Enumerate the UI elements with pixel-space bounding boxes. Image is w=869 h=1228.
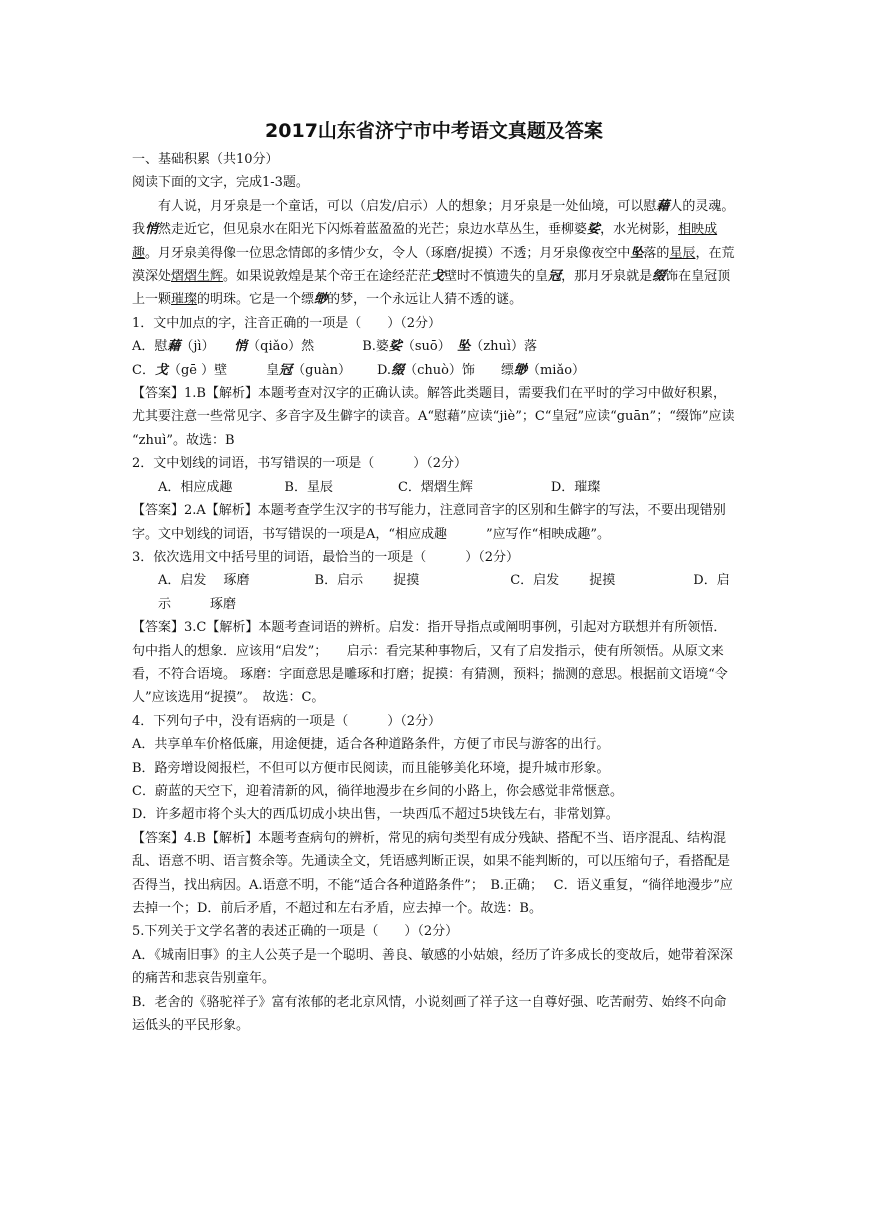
dotted-char: 缀: [391, 362, 405, 378]
question-4-option-b: B．路旁增设阅报栏，不但可以方便市民阅读，而且能够美化环境，提升城市形象。: [132, 760, 610, 776]
option-text: D.: [376, 362, 392, 378]
dotted-char: 冠: [548, 269, 562, 285]
dotted-char: 坠: [457, 339, 471, 355]
underlined-word: 星辰: [669, 245, 696, 261]
reading-instruction: 阅读下面的文字，完成1-3题。: [132, 175, 309, 191]
dotted-char: 藉: [167, 339, 181, 355]
question-4-answer: 【答案】4.B【解析】本题考查病句的辨析，常见的病句类型有成分残缺、搭配不当、语序混乱、结构混乱、语意不明、语言赘余等。先通读全文，凭语感判断正误，如果不能判断的，可以压缩句子，看搭配是否得当，找出病因。A.语意不明，不能“适合各种道路条件”； B.正确； C．语义重复，“徜徉地漫步”应去掉一个；D．前后矛盾，不超过和左右矛盾，应去掉一个。故选：B。: [132, 830, 733, 916]
option-text: B.婆: [362, 339, 389, 355]
option-text: （chuò）饰 缥: [404, 362, 514, 378]
option-text: （zhuì）落: [470, 339, 538, 355]
option-text: （jì）: [180, 339, 235, 355]
dotted-char: 娑: [587, 222, 601, 238]
passage-text: 然走近它，但见泉水在阳光下闪烁着蓝盈盈的光芒；泉边水草丛生，垂柳婆: [158, 222, 588, 238]
passage-text: ，水光树影，: [600, 222, 679, 238]
question-4-option-d: D．许多超市将个头大的西瓜切成小块出售，一块西瓜不超过5块钱左右，非常划算。: [132, 807, 619, 823]
dotted-char: 藉: [656, 198, 670, 214]
passage-text: 壁时不慎遗失的皇: [444, 269, 549, 285]
underlined-word: 熠熠生辉: [171, 269, 224, 285]
dotted-char: 悄: [145, 222, 159, 238]
dotted-char: 缈: [314, 292, 328, 308]
underlined-word: 璀璨: [171, 292, 198, 308]
underlined-word: 相映成趣: [132, 222, 718, 261]
option-text: C．: [132, 362, 155, 378]
option-text: （guàn）: [292, 362, 351, 378]
question-2-stem: 2．文中划线的词语，书写错误的一项是（ ）（2分）: [132, 456, 468, 472]
passage-text: 。月牙泉美得像一位思念情郎的多情少女，令人（琢磨/捉摸）不透；月牙泉像夜空中: [145, 245, 631, 261]
dotted-char: 戈: [154, 362, 168, 378]
option-text: （qiǎo）然: [247, 339, 315, 355]
option-text: （suō）: [401, 339, 458, 355]
passage-text: 人的灵魂。我: [132, 198, 735, 238]
question-4-stem: 4．下列句子中，没有语病的一项是（ ）（2分）: [132, 713, 442, 729]
question-3-answer: 【答案】3.C【解析】本题考查词语的辨析。启发：指开导指点或阐明事例，引起对方联想并有所领悟．句中指人的想象．应该用“启发”； 启示：看完某种事物后，又有了启发指示，使有所领悟。从原文来看，不符合语境。 琢磨：字面意思是雕琢和打磨；捉摸：有猜测，预料；揣测的意思。根据前文语境“令人”应该选用“捉摸”。 故选：C。: [132, 620, 728, 706]
reading-passage: [132, 195, 736, 312]
passage-text: 有人说，月牙泉是一个童话，可以（启发/启示）人的想象；月牙泉是一处仙境，可以慰: [158, 198, 657, 214]
dotted-char: 缈: [513, 362, 527, 378]
passage-text: 的梦，一个永远让人猜不透的谜。: [327, 292, 523, 308]
question-1-options-cd: [132, 359, 736, 382]
section-heading: 一、基础积累（共10分）: [132, 152, 279, 167]
question-5-stem: 5.下列关于文学名著的表述正确的一项是（ ）（2分）: [132, 924, 459, 940]
question-3-stem: 3．依次选用文中括号里的词语，最恰当的一项是（ ）（2分）: [132, 549, 520, 565]
question-1-stem: 1．文中加点的字，注音正确的一项是（ ）（2分）: [132, 315, 442, 331]
dotted-char: 坠: [630, 245, 644, 261]
dotted-char: 悄: [234, 339, 248, 355]
option-text: （gē ）壁 皇: [167, 362, 280, 378]
passage-text: 的明珠。它是一个缥: [197, 292, 315, 308]
question-5-option-a: A．《城南旧事》的主人公英子是一个聪明、善良、敏感的小姑娘，经历了许多成长的变故后，她带着深深的痛苦和悲哀告别童年。: [132, 947, 733, 987]
dotted-char: 戈: [431, 269, 445, 285]
question-2-options: A．相应成趣 B．星辰 C．熠熠生辉 D．璀璨: [158, 479, 601, 495]
passage-text: ，那月牙泉就是: [561, 269, 653, 285]
passage-text: ，在荒漠深处: [132, 245, 735, 285]
passage-text: 饰在皇冠顶上一颗: [132, 269, 731, 308]
dotted-char: 冠: [279, 362, 293, 378]
question-5-option-b: B．老舍的《骆驼祥子》富有浓郁的老北京风情，小说刻画了祥子这一自尊好强、吃苦耐劳、始终不向命运低头的平民形象。: [132, 994, 727, 1034]
question-1-options-ab: [132, 335, 736, 358]
question-4-option-a: A．共享单车价格低廉，用途便捷，适合各种道路条件，方便了市民与游客的出行。: [132, 737, 610, 753]
question-2-answer: 【答案】2.A【解析】本题考查学生汉字的书写能力，注意同音字的区别和生僻字的写法，不要出现错别字。文中划线的词语，书写错误的一项是A，“相应成趣 ”应写作“相映成趣”。: [132, 503, 726, 542]
dotted-char: 缀: [652, 269, 666, 285]
passage-text: 落的: [643, 245, 670, 261]
question-3-options: A．启发 琢磨 B．启示 捉摸 C．启发 捉摸 D．启示 琢磨: [158, 573, 730, 612]
question-4-option-c: C．蔚蓝的天空下，迎着清新的风，徜徉地漫步在乡间的小路上，你会感觉非常惬意。: [132, 783, 623, 799]
option-text: A．慰: [132, 339, 168, 355]
question-1-answer: 【答案】1.B【解析】本题考查对汉字的正确认读。解答此类题目，需要我们在平时的学习中做好积累，尤其要注意一些常见字、多音字及生僻字的读音。A“慰藉”应读“jiè”；C“皇冠”应读“guān”；“缀饰”应读 “zhuì”。故选：B: [132, 386, 735, 448]
page-title: 2017山东省济宁市中考语文真题及答案: [265, 120, 603, 142]
passage-text: 。如果说敦煌是某个帝王在途经茫茫: [223, 269, 432, 285]
dotted-char: 娑: [388, 339, 402, 355]
option-text: （miǎo）: [526, 362, 586, 378]
